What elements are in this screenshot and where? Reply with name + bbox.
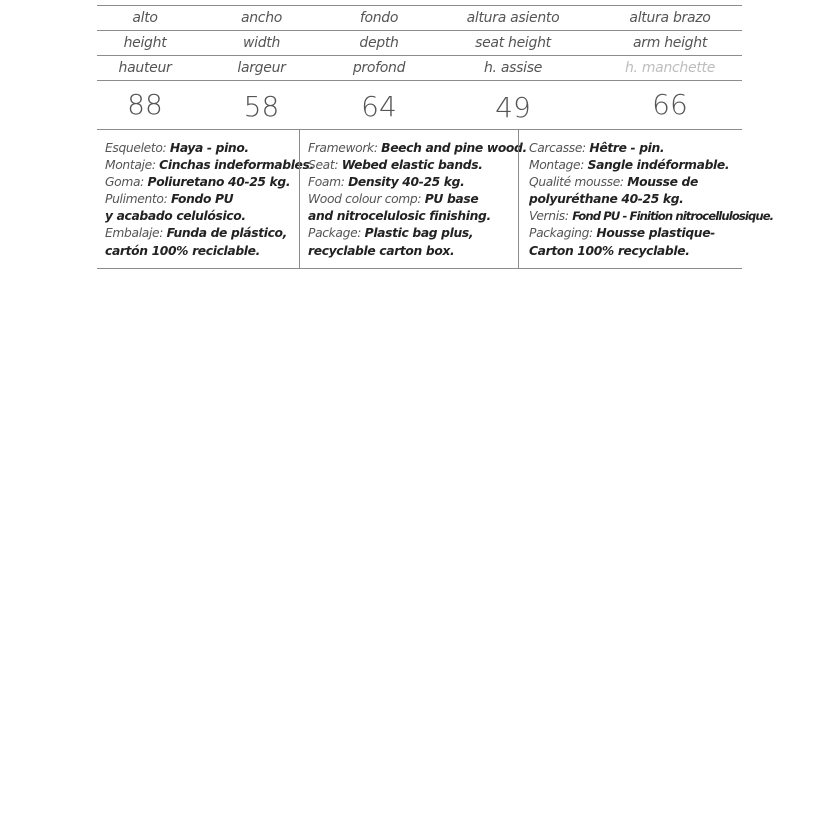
header-depth-es: fondo [359,10,399,26]
header-height-es: alto [132,10,158,26]
header-arm-height-es: altura brazo [629,10,711,26]
spec-line: Montage: Sangle indéformable. [529,158,730,173]
spec-line: recyclable carton box. [308,243,455,258]
spec-line: Pulimento: Fondo PU [105,192,234,207]
spec-line: Foam: Density 40-25 kg. [308,175,465,190]
value-height: 88 [127,88,163,121]
header-row-fr [97,55,742,80]
spec-line: Framework: Beech and pine wood. [308,141,527,155]
spec-line: and nitrocelulosic finishing. [308,209,491,224]
spec-line: polyuréthane 40-25 kg. [529,192,684,207]
header-width-fr: largeur [237,60,286,76]
spec-line: Qualité mousse: Mousse de [529,175,698,190]
value-seat-height: 49 [495,90,531,124]
spec-column-es [97,130,314,268]
header-width-es: ancho [240,10,283,26]
value-width: 58 [243,89,280,123]
header-row-en [97,30,742,55]
header-seat-height-es: altura asiento [466,10,560,26]
header-arm-height-fr: h. manchette [624,60,716,76]
header-arm-height-en: arm height [632,35,708,51]
value-depth: 64 [361,90,397,123]
spec-line: Goma: Poliuretano 40-25 kg. [105,175,291,190]
spec-line: Wood colour comp: PU base [308,192,479,207]
header-seat-height-fr: h. assise [483,60,543,76]
header-depth-en: depth [359,35,399,51]
spec-line: y acabado celulósico. [105,209,246,224]
spec-column-en [299,130,527,268]
specifications-row [97,130,774,269]
header-height-en: height [123,35,167,51]
header-seat-height-en: seat height [475,35,551,51]
spec-line: Seat: Webed elastic bands. [308,158,483,173]
spec-line: Packaging: Housse plastique- [529,226,715,241]
spec-column-fr [518,130,774,268]
spec-line: Vernis: Fond PU - Finition nitrocellulosique. [529,209,774,224]
header-width-en: width [242,35,281,51]
header-height-fr: hauteur [118,60,172,76]
header-depth-fr: profond [352,60,406,76]
value-arm-height: 66 [652,88,688,121]
spec-line: Montaje: Cinchas indeformables. [105,158,314,173]
spec-line: Carcasse: Hêtre - pin. [529,141,665,155]
spec-line: Carton 100% recyclable. [529,243,690,258]
spec-line: Esqueleto: Haya - pino. [105,141,249,155]
spec-line: cartón 100% reciclable. [105,243,260,258]
spec-line: Package: Plastic bag plus, [308,226,474,241]
dimension-values-row [97,80,742,130]
header-row-es [97,5,742,30]
spec-line: Embalaje: Funda de plástico, [105,226,287,241]
product-spec-sheet [97,5,774,269]
